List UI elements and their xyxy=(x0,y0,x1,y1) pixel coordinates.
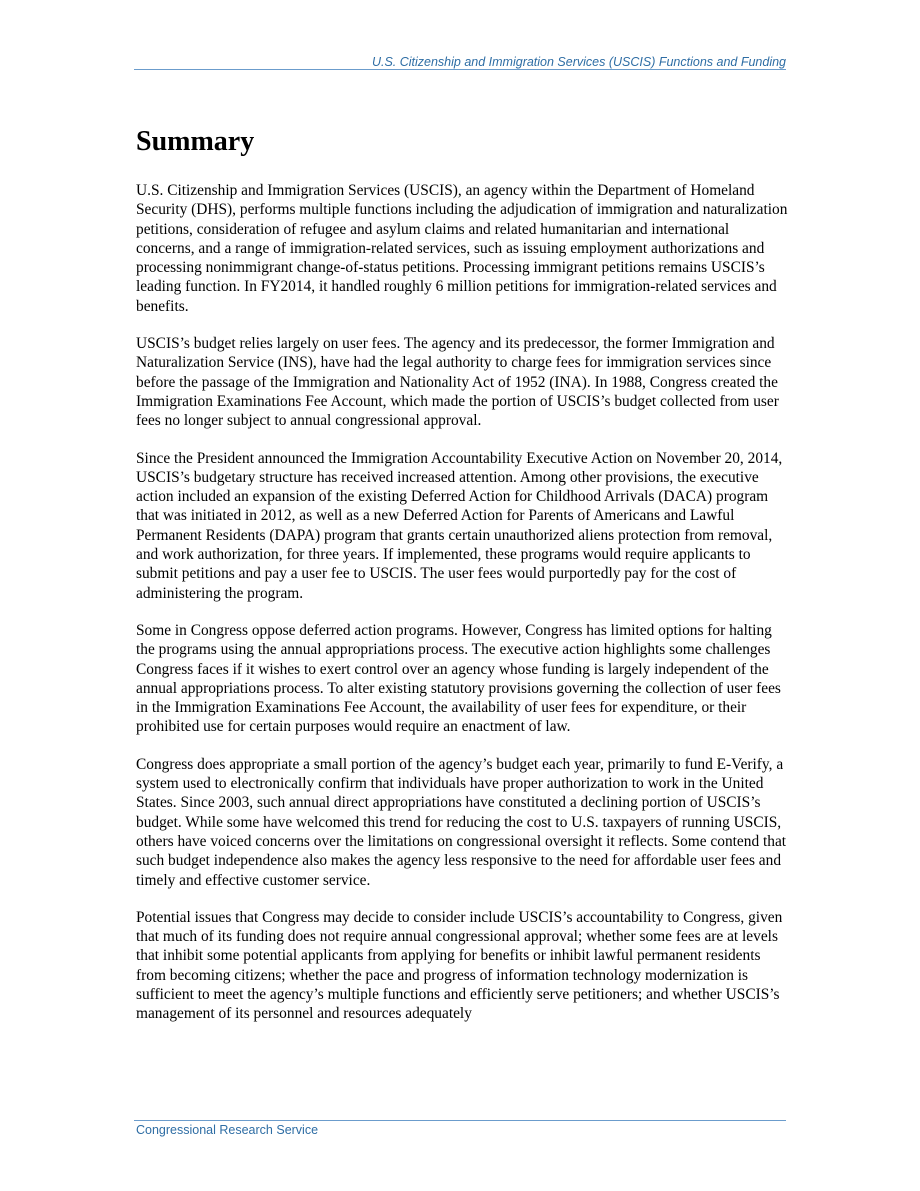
section-heading: Summary xyxy=(136,126,255,157)
paragraph-4: Some in Congress oppose deferred action programs. However, Congress has limited options for halting the programs using the annual appropriations process. The executive action highlights some challenges Congress faces if it wishes to exert control over an agency whose funding is largely independent of the annual appropriations process. To alter existing statutory provisions governing the collection of user fees in the Immigration Examinations Fee Account, the availability of user fees for expenditure, or their prohibited use for certain purposes would require an enactment of law. xyxy=(136,621,781,736)
running-header: U.S. Citizenship and Immigration Services (USCIS) Functions and Funding xyxy=(371,55,786,69)
paragraph-2: USCIS’s budget relies largely on user fees. The agency and its predecessor, the former Immigration and Naturalization Service (INS), have had the legal authority to charge fees for immigration services since before the passage of the Immigration and Nationality Act of 1952 (INA). In 1988, Congress created the Immigration Examinations Fee Account, which made the portion of USCIS’s budget collected from user fees no longer subject to annual congressional approval. xyxy=(136,335,779,430)
footer-rule xyxy=(134,1120,786,1121)
running-footer: Congressional Research Service xyxy=(136,1123,319,1137)
header-rule xyxy=(134,69,786,70)
paragraph-1: U.S. Citizenship and Immigration Services (USCIS), an agency within the Department of Homeland Security (DHS), performs multiple functions including the adjudication of immigration and naturalization petitions, consideration of refugee and asylum claims and related humanitarian and international concerns, and a range of immigration-related services, such as issuing employment authorizations and processing nonimmigrant change-of-status petitions. Processing immigrant petitions remains USCIS’s leading function. In FY2014, it handled roughly 6 million petitions for immigration-related services and benefits. xyxy=(136,182,788,315)
paragraph-6: Potential issues that Congress may decide to consider include USCIS’s accountability to Congress, given that much of its funding does not require annual congressional approval; whether some fees are at levels that inhibit some potential applicants from applying for benefits or inhibit lawful permanent residents from becoming citizens; whether the pace and progress of information technology modernization is sufficient to meet the agency’s multiple functions and efficiently serve petitioners; and whether USCIS’s management of its personnel and resources adequately xyxy=(136,908,783,1023)
document-body xyxy=(136,124,788,1042)
paragraph-5: Congress does appropriate a small portion of the agency’s budget each year, primarily to fund E-Verify, a system used to electronically confirm that individuals have proper authorization to work in the United States. Since 2003, such annual direct appropriations have constituted a declining portion of USCIS’s budget. While some have welcomed this trend for reducing the cost to U.S. taxpayers of running USCIS, others have voiced concerns over the limitations on congressional oversight it reflects. Some contend that such budget independence also makes the agency less responsive to the need for affordable user fees and timely and effective customer service. xyxy=(136,755,787,889)
paragraph-3: Since the President announced the Immigration Accountability Executive Action on November 20, 2014, USCIS’s budgetary structure has received increased attention. Among other provisions, the executive action included an expansion of the existing Deferred Action for Childhood Arrivals (DACA) program that was initiated in 2012, as well as a new Deferred Action for Parents of Americans and Lawful Permanent Residents (DAPA) program that grants certain unauthorized aliens protection from removal, and work authorization, for three years. If implemented, these programs would require applicants to submit petitions and pay a user fee to USCIS. The user fees would purportedly pay for the cost of administering the program. xyxy=(136,449,783,602)
